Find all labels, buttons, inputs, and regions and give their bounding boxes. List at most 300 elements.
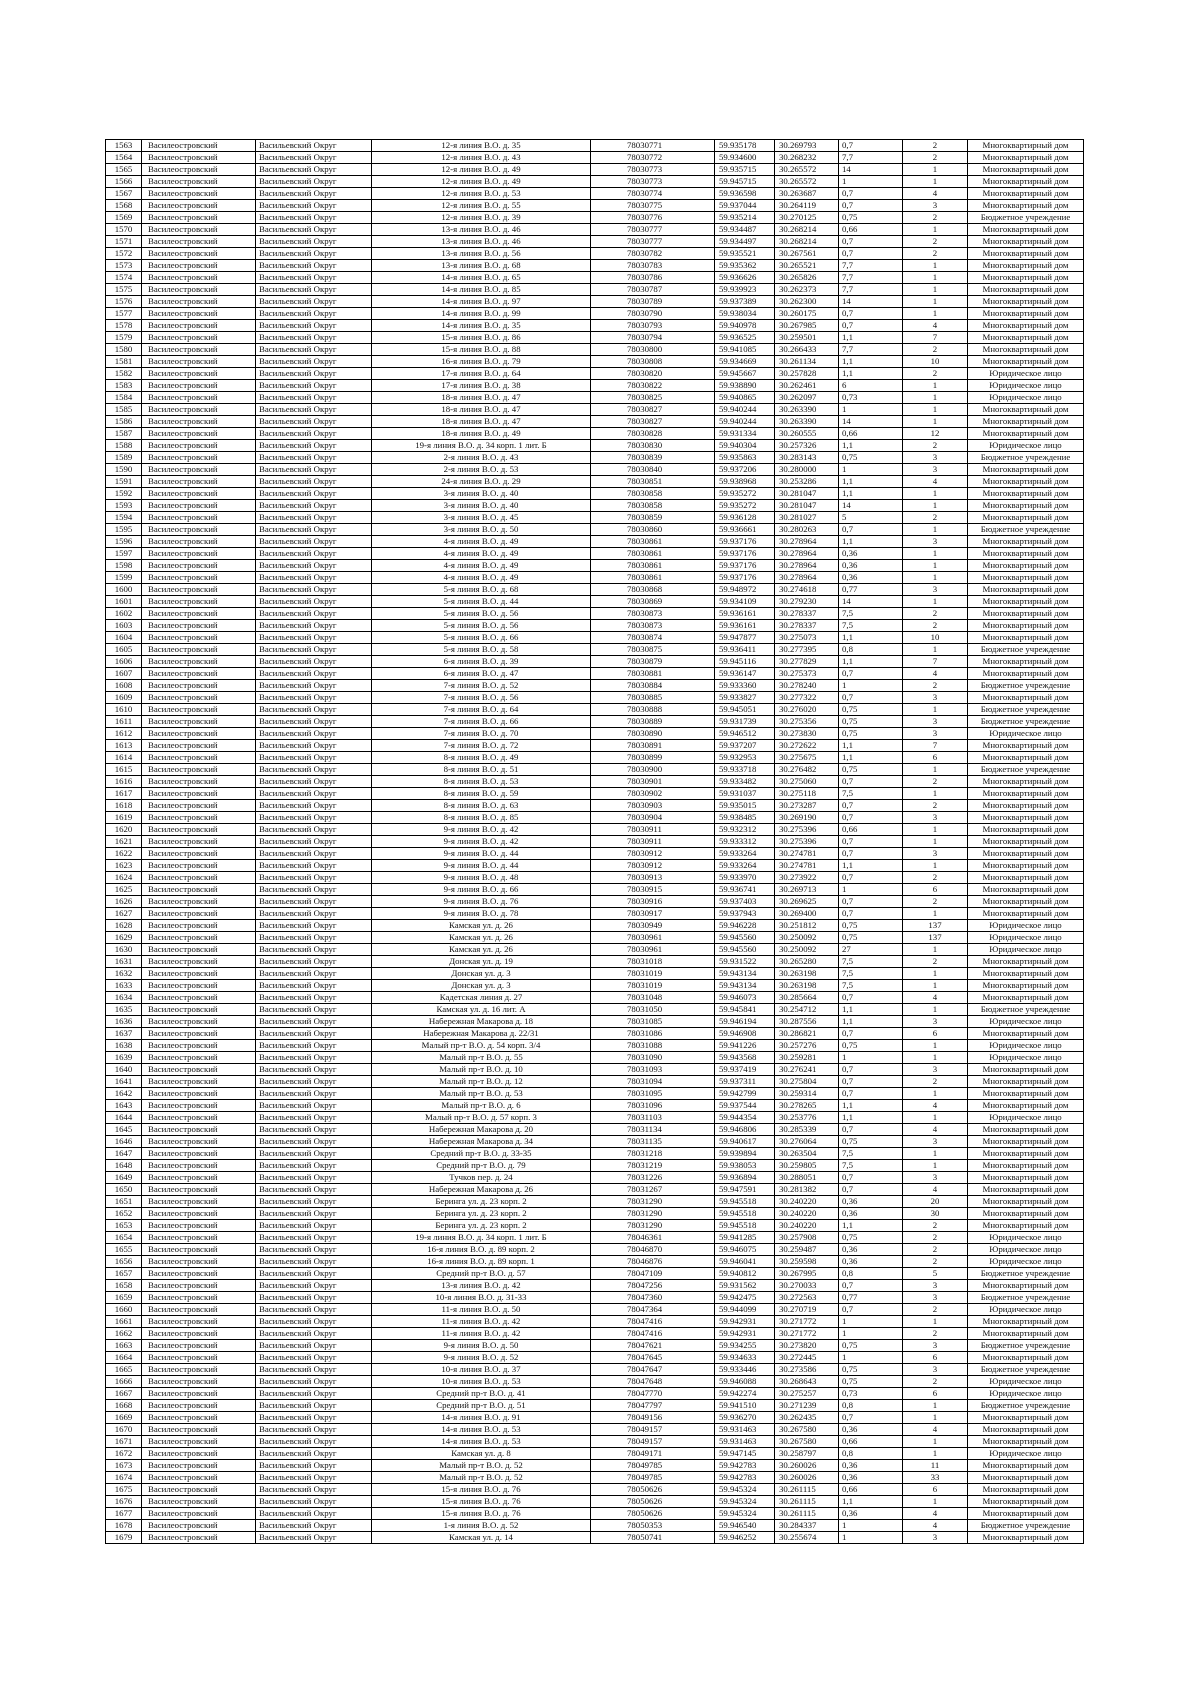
table-row [106, 692, 1084, 704]
longitude-cell: 30.276064 [775, 1136, 839, 1148]
count-cell: 2 [903, 1232, 968, 1244]
longitude-cell: 30.255674 [775, 1532, 839, 1544]
count-cell: 5 [903, 1268, 968, 1280]
table-row [106, 404, 1084, 416]
code-cell: 78030884 [591, 680, 715, 692]
volume-cell: 0,7 [839, 248, 903, 260]
code-cell: 78030874 [591, 632, 715, 644]
row-number-cell: 1596 [106, 536, 142, 548]
longitude-cell: 30.264119 [775, 200, 839, 212]
municipal-okrug-cell: Васильевский Округ [256, 776, 372, 788]
district-cell: Василеостровский [142, 596, 256, 608]
table-row [106, 680, 1084, 692]
row-number-cell: 1587 [106, 428, 142, 440]
longitude-cell: 30.259487 [775, 1244, 839, 1256]
longitude-cell: 30.263504 [775, 1148, 839, 1160]
latitude-cell: 59.945560 [715, 944, 775, 956]
volume-cell: 14 [839, 164, 903, 176]
count-cell: 2 [903, 896, 968, 908]
latitude-cell: 59.937176 [715, 572, 775, 584]
table-row [106, 656, 1084, 668]
count-cell: 1 [903, 836, 968, 848]
municipal-okrug-cell: Васильевский Округ [256, 1052, 372, 1064]
object-type-cell: Многоквартирный дом [968, 668, 1084, 680]
latitude-cell: 59.945560 [715, 932, 775, 944]
table-row [106, 152, 1084, 164]
row-number-cell: 1624 [106, 872, 142, 884]
district-cell: Василеостровский [142, 260, 256, 272]
count-cell: 2 [903, 680, 968, 692]
longitude-cell: 30.275373 [775, 668, 839, 680]
longitude-cell: 30.260175 [775, 308, 839, 320]
longitude-cell: 30.274781 [775, 860, 839, 872]
longitude-cell: 30.262373 [775, 284, 839, 296]
district-cell: Василеостровский [142, 200, 256, 212]
code-cell: 78050626 [591, 1484, 715, 1496]
longitude-cell: 30.276020 [775, 704, 839, 716]
count-cell: 1 [903, 1112, 968, 1124]
count-cell: 3 [903, 1340, 968, 1352]
address-cell: 16-я линия В.О. д. 89 корп. 2 [372, 1244, 591, 1256]
district-cell: Василеостровский [142, 308, 256, 320]
municipal-okrug-cell: Васильевский Округ [256, 1148, 372, 1160]
code-cell: 78031219 [591, 1160, 715, 1172]
row-number-cell: 1607 [106, 668, 142, 680]
municipal-okrug-cell: Васильевский Округ [256, 1484, 372, 1496]
municipal-okrug-cell: Васильевский Округ [256, 944, 372, 956]
object-type-cell: Многоквартирный дом [968, 1100, 1084, 1112]
municipal-okrug-cell: Васильевский Округ [256, 872, 372, 884]
latitude-cell: 59.936147 [715, 668, 775, 680]
count-cell: 1 [903, 1316, 968, 1328]
code-cell: 78049785 [591, 1460, 715, 1472]
code-cell: 78031090 [591, 1052, 715, 1064]
count-cell: 1 [903, 968, 968, 980]
address-cell: 9-я линия В.О. д. 78 [372, 908, 591, 920]
count-cell: 3 [903, 728, 968, 740]
longitude-cell: 30.262300 [775, 296, 839, 308]
count-cell: 1 [903, 596, 968, 608]
count-cell: 2 [903, 512, 968, 524]
table-row [106, 812, 1084, 824]
longitude-cell: 30.287556 [775, 1016, 839, 1028]
volume-cell: 7,7 [839, 152, 903, 164]
municipal-okrug-cell: Васильевский Округ [256, 1184, 372, 1196]
table-row [106, 1532, 1084, 1544]
latitude-cell: 59.946540 [715, 1520, 775, 1532]
latitude-cell: 59.947877 [715, 632, 775, 644]
table-row [106, 1220, 1084, 1232]
latitude-cell: 59.931522 [715, 956, 775, 968]
district-cell: Василеостровский [142, 1376, 256, 1388]
latitude-cell: 59.931037 [715, 788, 775, 800]
address-cell: 9-я линия В.О. д. 66 [372, 884, 591, 896]
latitude-cell: 59.945324 [715, 1508, 775, 1520]
district-cell: Василеостровский [142, 1400, 256, 1412]
table-row [106, 716, 1084, 728]
latitude-cell: 59.944354 [715, 1112, 775, 1124]
municipal-okrug-cell: Васильевский Округ [256, 1436, 372, 1448]
address-cell: Малый пр-т В.О. д. 53 [372, 1088, 591, 1100]
row-number-cell: 1584 [106, 392, 142, 404]
row-number-cell: 1566 [106, 176, 142, 188]
address-cell: 24-я линия В.О. д. 29 [372, 476, 591, 488]
latitude-cell: 59.937544 [715, 1100, 775, 1112]
volume-cell: 0,7 [839, 776, 903, 788]
code-cell: 78030889 [591, 716, 715, 728]
object-type-cell: Многоквартирный дом [968, 1124, 1084, 1136]
municipal-okrug-cell: Васильевский Округ [256, 188, 372, 200]
volume-cell: 0,7 [839, 1304, 903, 1316]
row-number-cell: 1586 [106, 416, 142, 428]
district-cell: Василеостровский [142, 1448, 256, 1460]
address-cell: 7-я линия В.О. д. 64 [372, 704, 591, 716]
code-cell: 78030776 [591, 212, 715, 224]
code-cell: 78030787 [591, 284, 715, 296]
longitude-cell: 30.260555 [775, 428, 839, 440]
latitude-cell: 59.936525 [715, 332, 775, 344]
code-cell: 78030891 [591, 740, 715, 752]
municipal-okrug-cell: Васильевский Округ [256, 1124, 372, 1136]
volume-cell: 7,5 [839, 788, 903, 800]
code-cell: 78030790 [591, 308, 715, 320]
latitude-cell: 59.934109 [715, 596, 775, 608]
longitude-cell: 30.284337 [775, 1520, 839, 1532]
code-cell: 78030858 [591, 488, 715, 500]
address-cell: 9-я линия В.О. д. 52 [372, 1352, 591, 1364]
municipal-okrug-cell: Васильевский Округ [256, 500, 372, 512]
latitude-cell: 59.935272 [715, 488, 775, 500]
table-row [106, 572, 1084, 584]
volume-cell: 0,7 [839, 992, 903, 1004]
count-cell: 2 [903, 368, 968, 380]
table-row [106, 428, 1084, 440]
table-row [106, 1292, 1084, 1304]
address-cell: 2-я линия В.О. д. 43 [372, 452, 591, 464]
count-cell: 2 [903, 872, 968, 884]
latitude-cell: 59.947591 [715, 1184, 775, 1196]
address-cell: Средний пр-т В.О. д. 51 [372, 1400, 591, 1412]
count-cell: 1 [903, 308, 968, 320]
code-cell: 78030793 [591, 320, 715, 332]
latitude-cell: 59.931463 [715, 1424, 775, 1436]
code-cell: 78030771 [591, 140, 715, 152]
table-row [106, 320, 1084, 332]
code-cell: 78047770 [591, 1388, 715, 1400]
district-cell: Василеостровский [142, 320, 256, 332]
volume-cell: 0,36 [839, 560, 903, 572]
volume-cell: 0,75 [839, 1376, 903, 1388]
code-cell: 78030772 [591, 152, 715, 164]
municipal-okrug-cell: Васильевский Округ [256, 800, 372, 812]
address-cell: 14-я линия В.О. д. 35 [372, 320, 591, 332]
volume-cell: 14 [839, 500, 903, 512]
table-row [106, 1256, 1084, 1268]
code-cell: 78030861 [591, 560, 715, 572]
longitude-cell: 30.279230 [775, 596, 839, 608]
district-cell: Василеостровский [142, 740, 256, 752]
object-type-cell: Многоквартирный дом [968, 560, 1084, 572]
district-cell: Василеостровский [142, 1148, 256, 1160]
longitude-cell: 30.270719 [775, 1304, 839, 1316]
longitude-cell: 30.275073 [775, 632, 839, 644]
municipal-okrug-cell: Васильевский Округ [256, 1112, 372, 1124]
municipal-okrug-cell: Васильевский Округ [256, 320, 372, 332]
object-type-cell: Многоквартирный дом [968, 512, 1084, 524]
district-cell: Василеостровский [142, 1220, 256, 1232]
municipal-okrug-cell: Васильевский Округ [256, 1328, 372, 1340]
address-cell: 9-я линия В.О. д. 42 [372, 824, 591, 836]
municipal-okrug-cell: Васильевский Округ [256, 956, 372, 968]
code-cell: 78030827 [591, 416, 715, 428]
address-cell: Беринга ул. д. 23 корп. 2 [372, 1196, 591, 1208]
table-row [106, 1268, 1084, 1280]
code-cell: 78050626 [591, 1508, 715, 1520]
latitude-cell: 59.938485 [715, 812, 775, 824]
address-cell: 13-я линия В.О. д. 42 [372, 1280, 591, 1292]
count-cell: 2 [903, 440, 968, 452]
district-cell: Василеостровский [142, 248, 256, 260]
code-cell: 78031103 [591, 1112, 715, 1124]
district-cell: Василеостровский [142, 1256, 256, 1268]
table-row [106, 1304, 1084, 1316]
longitude-cell: 30.273820 [775, 1340, 839, 1352]
latitude-cell: 59.942799 [715, 1088, 775, 1100]
count-cell: 6 [903, 1028, 968, 1040]
object-type-cell: Бюджетное учреждение [968, 680, 1084, 692]
district-cell: Василеостровский [142, 1064, 256, 1076]
count-cell: 1 [903, 488, 968, 500]
table-row [106, 1244, 1084, 1256]
object-type-cell: Многоквартирный дом [968, 332, 1084, 344]
municipal-okrug-cell: Васильевский Округ [256, 272, 372, 284]
latitude-cell: 59.937207 [715, 740, 775, 752]
object-type-cell: Юридическое лицо [968, 380, 1084, 392]
longitude-cell: 30.250092 [775, 944, 839, 956]
volume-cell: 0,7 [839, 1412, 903, 1424]
row-number-cell: 1637 [106, 1028, 142, 1040]
latitude-cell: 59.946512 [715, 728, 775, 740]
latitude-cell: 59.937389 [715, 296, 775, 308]
latitude-cell: 59.943134 [715, 968, 775, 980]
volume-cell: 1,1 [839, 476, 903, 488]
code-cell: 78030773 [591, 164, 715, 176]
volume-cell: 1 [839, 884, 903, 896]
volume-cell: 1,1 [839, 536, 903, 548]
district-cell: Василеостровский [142, 1412, 256, 1424]
table-row [106, 380, 1084, 392]
district-cell: Василеостровский [142, 1268, 256, 1280]
address-cell: Набережная Макарова д. 26 [372, 1184, 591, 1196]
volume-cell: 0,73 [839, 1388, 903, 1400]
row-number-cell: 1563 [106, 140, 142, 152]
district-cell: Василеостровский [142, 548, 256, 560]
object-type-cell: Многоквартирный дом [968, 980, 1084, 992]
code-cell: 78047647 [591, 1364, 715, 1376]
municipal-okrug-cell: Васильевский Округ [256, 632, 372, 644]
address-cell: 14-я линия В.О. д. 99 [372, 308, 591, 320]
volume-cell: 0,75 [839, 728, 903, 740]
row-number-cell: 1638 [106, 1040, 142, 1052]
object-type-cell: Бюджетное учреждение [968, 1004, 1084, 1016]
object-type-cell: Юридическое лицо [968, 1052, 1084, 1064]
table-row [106, 332, 1084, 344]
table-row [106, 296, 1084, 308]
table-row [106, 740, 1084, 752]
volume-cell: 0,7 [839, 848, 903, 860]
object-type-cell: Многоквартирный дом [968, 308, 1084, 320]
code-cell: 78030789 [591, 296, 715, 308]
district-cell: Василеостровский [142, 608, 256, 620]
count-cell: 3 [903, 536, 968, 548]
code-cell: 78030890 [591, 728, 715, 740]
table-row [106, 776, 1084, 788]
volume-cell: 27 [839, 944, 903, 956]
municipal-okrug-cell: Васильевский Округ [256, 740, 372, 752]
latitude-cell: 59.935015 [715, 800, 775, 812]
table-row [106, 1328, 1084, 1340]
district-cell: Василеостровский [142, 896, 256, 908]
longitude-cell: 30.285339 [775, 1124, 839, 1136]
longitude-cell: 30.270125 [775, 212, 839, 224]
longitude-cell: 30.275060 [775, 776, 839, 788]
row-number-cell: 1626 [106, 896, 142, 908]
volume-cell: 1,1 [839, 1112, 903, 1124]
table-row [106, 1040, 1084, 1052]
district-cell: Василеостровский [142, 1160, 256, 1172]
address-cell: 5-я линия В.О. д. 56 [372, 620, 591, 632]
district-cell: Василеостровский [142, 1520, 256, 1532]
longitude-cell: 30.271239 [775, 1400, 839, 1412]
count-cell: 1 [903, 572, 968, 584]
address-cell: Малый пр-т В.О. д. 12 [372, 1076, 591, 1088]
latitude-cell: 59.942931 [715, 1316, 775, 1328]
table-row [106, 824, 1084, 836]
table-row [106, 344, 1084, 356]
table-row [106, 440, 1084, 452]
latitude-cell: 59.938034 [715, 308, 775, 320]
longitude-cell: 30.257908 [775, 1232, 839, 1244]
object-type-cell: Бюджетное учреждение [968, 1520, 1084, 1532]
object-type-cell: Юридическое лицо [968, 728, 1084, 740]
address-cell: 8-я линия В.О. д. 85 [372, 812, 591, 824]
row-number-cell: 1652 [106, 1208, 142, 1220]
district-cell: Василеостровский [142, 164, 256, 176]
latitude-cell: 59.934633 [715, 1352, 775, 1364]
volume-cell: 0,66 [839, 824, 903, 836]
district-cell: Василеостровский [142, 980, 256, 992]
latitude-cell: 59.936411 [715, 644, 775, 656]
table-row [106, 1472, 1084, 1484]
municipal-okrug-cell: Васильевский Округ [256, 908, 372, 920]
address-cell: 2-я линия В.О. д. 53 [372, 464, 591, 476]
row-number-cell: 1623 [106, 860, 142, 872]
volume-cell: 0,7 [839, 872, 903, 884]
row-number-cell: 1615 [106, 764, 142, 776]
volume-cell: 0,36 [839, 1460, 903, 1472]
table-row [106, 872, 1084, 884]
object-type-cell: Многоквартирный дом [968, 1436, 1084, 1448]
municipal-okrug-cell: Васильевский Округ [256, 1244, 372, 1256]
table-row [106, 1376, 1084, 1388]
municipal-okrug-cell: Васильевский Округ [256, 728, 372, 740]
district-cell: Василеостровский [142, 656, 256, 668]
count-cell: 2 [903, 1328, 968, 1340]
code-cell: 78030860 [591, 524, 715, 536]
row-number-cell: 1648 [106, 1160, 142, 1172]
latitude-cell: 59.948972 [715, 584, 775, 596]
row-number-cell: 1671 [106, 1436, 142, 1448]
row-number-cell: 1571 [106, 236, 142, 248]
code-cell: 78030900 [591, 764, 715, 776]
district-cell: Василеостровский [142, 800, 256, 812]
table-row [106, 1448, 1084, 1460]
table-row [106, 992, 1084, 1004]
table-row [106, 548, 1084, 560]
table-row [106, 920, 1084, 932]
municipal-okrug-cell: Васильевский Округ [256, 260, 372, 272]
longitude-cell: 30.275356 [775, 716, 839, 728]
latitude-cell: 59.946073 [715, 992, 775, 1004]
row-number-cell: 1602 [106, 608, 142, 620]
count-cell: 30 [903, 1208, 968, 1220]
code-cell: 78030861 [591, 548, 715, 560]
object-type-cell: Многоквартирный дом [968, 1484, 1084, 1496]
volume-cell: 0,36 [839, 548, 903, 560]
code-cell: 78047645 [591, 1352, 715, 1364]
row-number-cell: 1661 [106, 1316, 142, 1328]
longitude-cell: 30.272445 [775, 1352, 839, 1364]
object-type-cell: Многоквартирный дом [968, 584, 1084, 596]
object-type-cell: Многоквартирный дом [968, 656, 1084, 668]
table-row [106, 908, 1084, 920]
address-cell: 7-я линия В.О. д. 70 [372, 728, 591, 740]
municipal-okrug-cell: Васильевский Округ [256, 1352, 372, 1364]
code-cell: 78047621 [591, 1340, 715, 1352]
object-type-cell: Многоквартирный дом [968, 740, 1084, 752]
address-cell: 9-я линия В.О. д. 76 [372, 896, 591, 908]
row-number-cell: 1669 [106, 1412, 142, 1424]
code-cell: 78031086 [591, 1028, 715, 1040]
code-cell: 78030840 [591, 464, 715, 476]
object-type-cell: Юридическое лицо [968, 1388, 1084, 1400]
object-type-cell: Многоквартирный дом [968, 1136, 1084, 1148]
count-cell: 1 [903, 788, 968, 800]
longitude-cell: 30.265826 [775, 272, 839, 284]
object-type-cell: Многоквартирный дом [968, 1076, 1084, 1088]
address-cell: 5-я линия В.О. д. 56 [372, 608, 591, 620]
object-type-cell: Многоквартирный дом [968, 152, 1084, 164]
count-cell: 1 [903, 404, 968, 416]
count-cell: 3 [903, 848, 968, 860]
row-number-cell: 1620 [106, 824, 142, 836]
latitude-cell: 59.934487 [715, 224, 775, 236]
row-number-cell: 1577 [106, 308, 142, 320]
code-cell: 78031218 [591, 1148, 715, 1160]
latitude-cell: 59.939923 [715, 284, 775, 296]
volume-cell: 1 [839, 176, 903, 188]
latitude-cell: 59.934600 [715, 152, 775, 164]
address-cell: 11-я линия В.О. д. 42 [372, 1316, 591, 1328]
volume-cell: 1,1 [839, 440, 903, 452]
count-cell: 2 [903, 152, 968, 164]
object-type-cell: Многоквартирный дом [968, 596, 1084, 608]
count-cell: 1 [903, 824, 968, 836]
table-row [106, 356, 1084, 368]
code-cell: 78030861 [591, 536, 715, 548]
row-number-cell: 1580 [106, 344, 142, 356]
longitude-cell: 30.272563 [775, 1292, 839, 1304]
